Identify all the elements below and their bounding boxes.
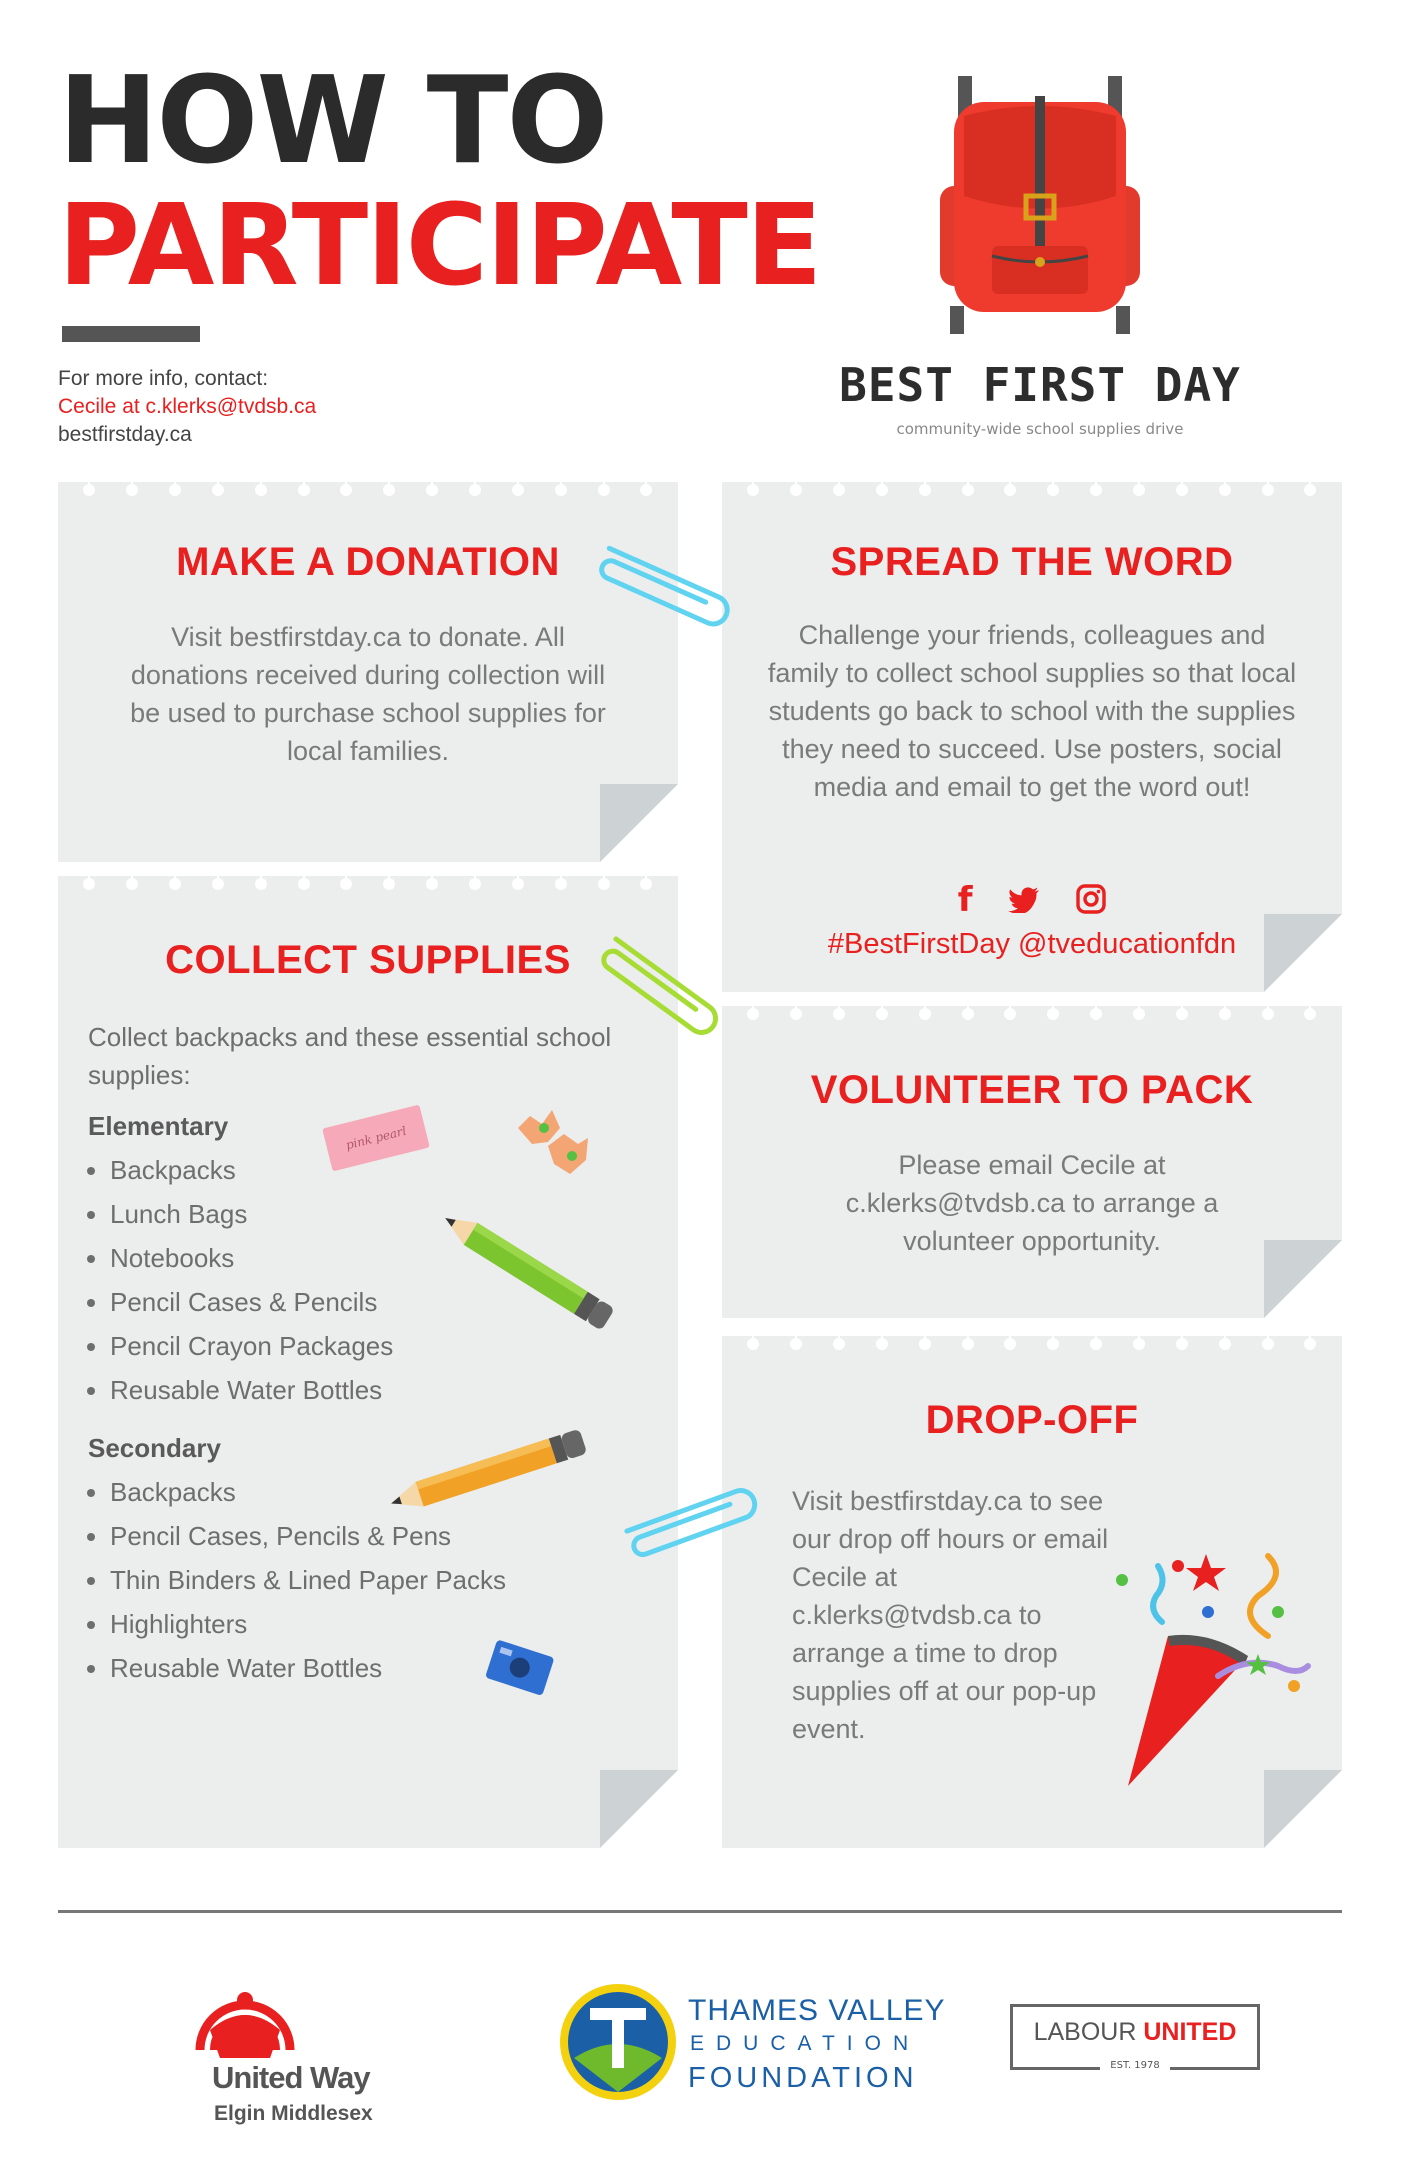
united-way-sub: Elgin Middlesex (214, 2102, 373, 2125)
sharpener-icon (476, 1632, 566, 1702)
volunteer-body: Please email Cecile at c.klerks@tvdsb.ca to arrange a volunteer opportunity. (845, 1150, 1219, 1256)
facebook-icon[interactable]: f (957, 880, 973, 920)
contact-label: For more info, contact: (58, 367, 269, 390)
collect-title: COLLECT SUPPLIES (165, 938, 571, 982)
footer-rule (58, 1910, 1342, 1913)
note-holes (58, 470, 678, 496)
labour-united-text (1010, 2018, 1260, 2047)
title-line-2: PARTICIPATE (58, 181, 821, 311)
spread-card (722, 482, 1342, 992)
logo-name: BEST FIRST DAY (839, 358, 1241, 412)
list-item: • Reusable Water Bottles (110, 1646, 648, 1690)
list-item: • Pencil Crayon Packages (110, 1324, 648, 1368)
dropoff-body: Visit bestfirstday.ca to see our drop off hours or email Cecile at c.klerks@tvdsb.ca to arrange a time to drop supplies off at our pop-up event. (792, 1486, 1109, 1744)
elementary-label: Elementary (88, 1111, 229, 1141)
labour-united-est: EST. 1978 (1100, 2060, 1170, 2071)
title-rule (62, 326, 200, 342)
tvef-logo-icon (556, 1980, 680, 2104)
note-holes (722, 994, 1342, 1020)
paper-clip-icon (612, 1472, 772, 1562)
list-item: • Pencil Cases & Pencils (110, 1280, 648, 1324)
backpack-icon (940, 76, 1140, 336)
hashtags: #BestFirstDay @tveducationfdn (827, 928, 1237, 960)
pencil-shavings-icon (508, 1098, 608, 1198)
list-item: • Backpacks (110, 1148, 648, 1192)
tvef-line-3: FOUNDATION (688, 2062, 918, 2094)
instagram-icon[interactable] (1076, 884, 1106, 914)
united-way-name: United Way (212, 2060, 370, 2095)
volunteer-card (722, 1006, 1342, 1318)
list-item: • Pencil Cases, Pencils & Pens (110, 1514, 648, 1558)
secondary-label: Secondary (88, 1433, 221, 1463)
green-pencil-icon (430, 1206, 630, 1336)
paper-clip-icon (584, 930, 744, 1040)
dropoff-card (722, 1336, 1342, 1848)
list-item: • Notebooks (110, 1236, 648, 1280)
list-item: • Backpacks (110, 1470, 648, 1514)
contact-person[interactable]: Cecile at c.klerks@tvdsb.ca (58, 395, 317, 418)
website-link[interactable]: bestfirstday.ca (58, 423, 192, 446)
orange-pencil-icon (376, 1416, 606, 1526)
twitter-icon[interactable] (1008, 887, 1040, 913)
labour-word: LABOUR (1033, 2018, 1137, 2046)
united-way-logo-icon (190, 1960, 300, 2060)
note-holes (58, 864, 678, 890)
contact-block (58, 365, 316, 449)
note-holes (722, 470, 1342, 496)
eraser-icon: pink pearl (322, 1105, 430, 1172)
title-line-1: HOW TO (58, 52, 607, 191)
collect-intro: Collect backpacks and these essential school supplies: (88, 1022, 612, 1090)
party-popper-icon (1108, 1536, 1328, 1796)
logo-tagline: community-wide school supplies drive (896, 420, 1184, 438)
list-item: • Lunch Bags (110, 1192, 648, 1236)
spread-title: SPREAD THE WORD (830, 540, 1234, 584)
spread-body: Challenge your friends, colleagues and family to collect school supplies so that local students go back to school with the supplies they need to succeed. Use posters, social media and email to get the word out! (767, 620, 1297, 802)
united-word: UNITED (1143, 2018, 1237, 2046)
social-icons (722, 880, 1342, 920)
tvef-line-2: EDUCATION (690, 2032, 921, 2055)
volunteer-title: VOLUNTEER TO PACK (810, 1068, 1254, 1112)
note-holes (722, 1324, 1342, 1350)
dropoff-title: DROP-OFF (925, 1398, 1139, 1442)
paper-clip-icon (580, 538, 750, 628)
donation-body: Visit bestfirstday.ca to donate. All donations received during collection will be used to purchase school supplies for local families. (130, 622, 606, 766)
donation-title: MAKE A DONATION (176, 540, 560, 584)
list-item: • Highlighters (110, 1602, 648, 1646)
list-item: • Thin Binders & Lined Paper Packs (110, 1558, 648, 1602)
tvef-line-1: THAMES VALLEY (688, 1994, 946, 2027)
list-item: • Reusable Water Bottles (110, 1368, 648, 1412)
